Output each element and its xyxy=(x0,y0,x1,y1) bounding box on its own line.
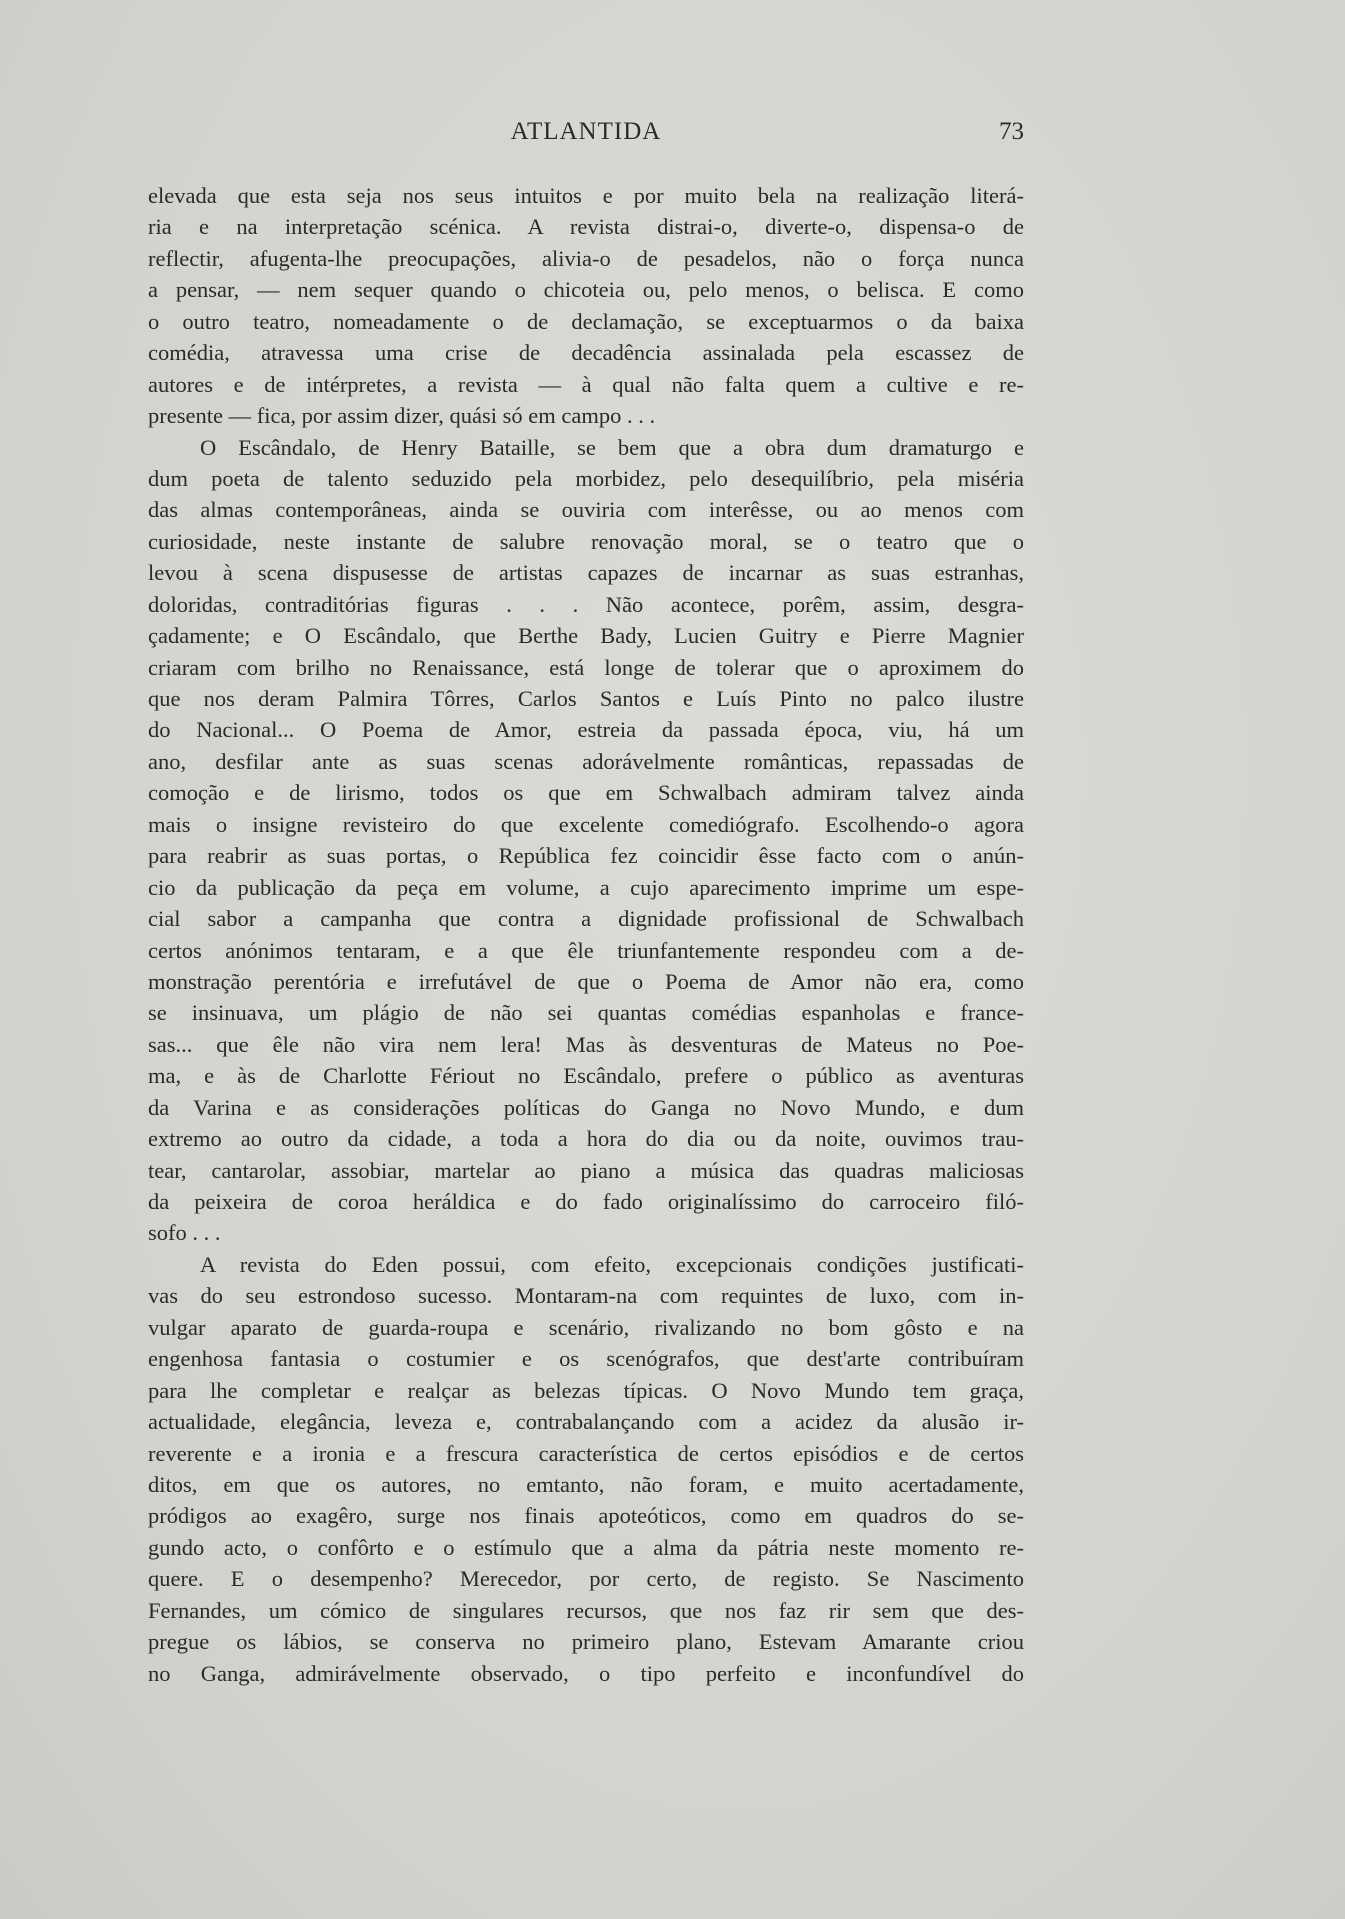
text-line: Fernandes, um cómico de singulares recursos, que nos faz rir sem que des- xyxy=(148,1597,1024,1623)
text-line: gundo acto, o confôrto e o estímulo que a alma da pátria neste momento re- xyxy=(148,1534,1024,1560)
text-line: a pensar, — nem sequer quando o chicoteia ou, pelo menos, o belisca. E como xyxy=(148,277,1024,303)
text-line: quere. E o desempenho? Merecedor, por certo, de registo. Se Nascimento xyxy=(148,1566,1024,1592)
text-line: reflectir, afugenta-lhe preocupações, alivia-o de pesadelos, não o força nunca xyxy=(148,245,1024,271)
text-line: sofo . . . xyxy=(148,1220,221,1246)
text-line: certos anónimos tentaram, e a que êle triunfantemente respondeu com a de- xyxy=(148,937,1024,963)
text-line: çadamente; e O Escândalo, que Berthe Bady, Lucien Guitry e Pierre Magnier xyxy=(148,623,1024,649)
text-line: monstração perentória e irrefutável de que o Poema de Amor não era, como xyxy=(148,968,1024,994)
text-line: se insinuava, um plágio de não sei quantas comédias espanholas e france- xyxy=(148,1000,1024,1026)
page-number: 73 xyxy=(999,118,1024,145)
text-line: das almas contemporâneas, ainda se ouviria com interêsse, ou ao menos com xyxy=(148,497,1024,523)
text-line: ria e na interpretação scénica. A revista distrai-o, diverte-o, dispensa-o de xyxy=(148,214,1024,240)
text-line: levou à scena dispusesse de artistas capazes de incarnar as suas estranhas, xyxy=(148,560,1024,586)
text-line: dum poeta de talento seduzido pela morbidez, pelo desequilíbrio, pela miséria xyxy=(148,465,1024,491)
text-line: que nos deram Palmira Tôrres, Carlos Santos e Luís Pinto no palco ilustre xyxy=(148,686,1024,711)
text-line: no Ganga, admirávelmente observado, o tipo perfeito e inconfundível do xyxy=(148,1660,1024,1686)
text-line: para lhe completar e realçar as belezas típicas. O Novo Mundo tem graça, xyxy=(148,1377,1024,1403)
running-title: ATLANTIDA xyxy=(510,118,662,145)
text-line: cio da publicação da peça em volume, a cujo aparecimento imprime um espe- xyxy=(148,874,1024,900)
text-line: actualidade, elegância, leveza e, contrabalançando com a acidez da alusão ir- xyxy=(148,1409,1024,1435)
text-line: comoção e de lirismo, todos os que em Schwalbach admiram talvez ainda xyxy=(148,780,1024,806)
text-line: mais o insigne revisteiro do que excelente comediógrafo. Escolhendo-o agora xyxy=(148,811,1024,837)
text-line: O Escândalo, de Henry Bataille, se bem que a obra dum dramaturgo e xyxy=(200,434,1024,460)
text-line: curiosidade, neste instante de salubre renovação moral, se o teatro que o xyxy=(148,528,1024,554)
text-line: autores e de intérpretes, a revista — à qual não falta quem a cultive e re- xyxy=(148,371,1024,397)
text-line: doloridas, contraditórias figuras . . . Não acontece, porêm, assim, desgra- xyxy=(148,591,1024,617)
body-text xyxy=(148,180,1024,1689)
text-line: pródigos ao exagêro, surge nos finais apoteóticos, como em quadros do se- xyxy=(148,1503,1024,1529)
text-line: elevada que esta seja nos seus intuitos e por muito bela na realização literá- xyxy=(148,183,1024,208)
text-line: vas do seu estrondoso sucesso. Montaram-na com requintes de luxo, com in- xyxy=(148,1283,1024,1309)
text-line: extremo ao outro da cidade, a toda a hora do dia ou da noite, ouvimos trau- xyxy=(148,1126,1024,1152)
text-line: do Nacional... O Poema de Amor, estreia da passada época, viu, há um xyxy=(148,717,1024,743)
text-line: A revista do Eden possui, com efeito, excepcionais condições justificati- xyxy=(200,1251,1024,1277)
text-line: comédia, atravessa uma crise de decadência assinalada pela escassez de xyxy=(148,340,1024,366)
text-line: ma, e às de Charlotte Fériout no Escândalo, prefere o público as aventuras xyxy=(148,1063,1024,1089)
text-line: presente — fica, por assim dizer, quási só em campo . . . xyxy=(148,403,656,429)
text-line: ano, desfilar ante as suas scenas adorávelmente românticas, repassadas de xyxy=(148,748,1024,774)
text-line: da peixeira de coroa heráldica e do fado originalíssimo do carroceiro filó- xyxy=(148,1189,1024,1214)
text-line: sas... que êle não vira nem lera! Mas às desventuras de Mateus no Poe- xyxy=(148,1031,1024,1057)
text-line: engenhosa fantasia o costumier e os scenógrafos, que dest'arte contribuíram xyxy=(148,1346,1024,1372)
text-line: tear, cantarolar, assobiar, martelar ao piano a música das quadras maliciosas xyxy=(148,1157,1024,1183)
text-line: ditos, em que os autores, no emtanto, não foram, e muito acertadamente, xyxy=(148,1471,1024,1497)
text-line: reverente e a ironia e a frescura característica de certos episódios e de certos xyxy=(148,1440,1024,1466)
text-line: cial sabor a campanha que contra a dignidade profissional de Schwalbach xyxy=(148,906,1024,932)
text-line: criaram com brilho no Renaissance, está longe de tolerar que o aproximem do xyxy=(148,654,1024,680)
text-line: o outro teatro, nomeadamente o de declamação, se exceptuarmos o da baixa xyxy=(148,308,1024,334)
text-line: pregue os lábios, se conserva no primeiro plano, Estevam Amarante criou xyxy=(148,1629,1024,1655)
text-line: para reabrir as suas portas, o República fez coincidir êsse facto com o anún- xyxy=(148,843,1024,869)
text-line: da Varina e as considerações políticas do Ganga no Novo Mundo, e dum xyxy=(148,1094,1024,1120)
page-header xyxy=(148,118,1024,158)
text-line: vulgar aparato de guarda-roupa e scenário, rivalizando no bom gôsto e na xyxy=(148,1314,1024,1340)
